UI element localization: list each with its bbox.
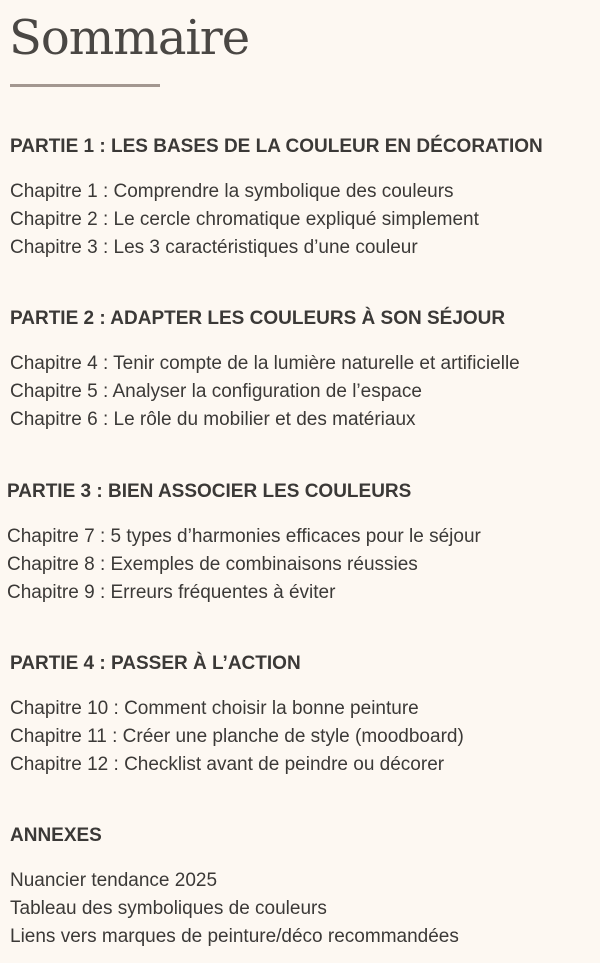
chapter-list xyxy=(10,178,479,262)
chapter-item: Chapitre 6 : Le rôle du mobilier et des matériaux xyxy=(10,409,416,430)
section-heading: PARTIE 2 : ADAPTER LES COULEURS À SON SÉJOUR xyxy=(10,308,506,329)
chapter-item: Liens vers marques de peinture/déco recommandées xyxy=(10,926,459,947)
section-partie-4 xyxy=(10,652,600,775)
chapter-item: Tableau des symboliques de couleurs xyxy=(10,898,327,919)
chapter-item: Chapitre 11 : Créer une planche de style (moodboard) xyxy=(10,726,464,747)
section-heading: ANNEXES xyxy=(10,825,102,846)
chapter-list xyxy=(10,695,464,779)
chapter-item: Chapitre 8 : Exemples de combinaisons réussies xyxy=(7,554,418,575)
chapter-item: Chapitre 4 : Tenir compte de la lumière naturelle et artificielle xyxy=(10,353,520,374)
chapter-item: Chapitre 7 : 5 types d’harmonies efficaces pour le séjour xyxy=(7,526,481,547)
section-partie-3 xyxy=(7,480,600,603)
chapter-list xyxy=(10,867,459,951)
chapter-item: Chapitre 10 : Comment choisir la bonne peinture xyxy=(10,698,419,719)
page-title: Sommaire xyxy=(9,10,250,66)
title-underline xyxy=(10,84,160,87)
chapter-item: Chapitre 3 : Les 3 caractéristiques d’une couleur xyxy=(10,237,418,258)
chapter-item: Nuancier tendance 2025 xyxy=(10,870,218,891)
chapter-item: Chapitre 1 : Comprendre la symbolique des couleurs xyxy=(10,181,454,202)
section-partie-1 xyxy=(10,135,600,258)
chapter-item: Chapitre 2 : Le cercle chromatique expliqué simplement xyxy=(10,209,479,230)
section-partie-2 xyxy=(10,307,600,430)
section-heading: PARTIE 4 : PASSER À L’ACTION xyxy=(10,653,301,674)
chapter-item: Chapitre 9 : Erreurs fréquentes à éviter xyxy=(7,582,336,603)
chapter-list xyxy=(7,523,481,607)
chapter-item: Chapitre 5 : Analyser la configuration de l’espace xyxy=(10,381,422,402)
section-annexes xyxy=(10,824,600,947)
chapter-list xyxy=(10,350,520,434)
chapter-item: Chapitre 12 : Checklist avant de peindre ou décorer xyxy=(10,754,445,775)
section-heading: PARTIE 1 : LES BASES DE LA COULEUR EN DÉCORATION xyxy=(10,136,543,157)
section-heading: PARTIE 3 : BIEN ASSOCIER LES COULEURS xyxy=(7,481,412,502)
